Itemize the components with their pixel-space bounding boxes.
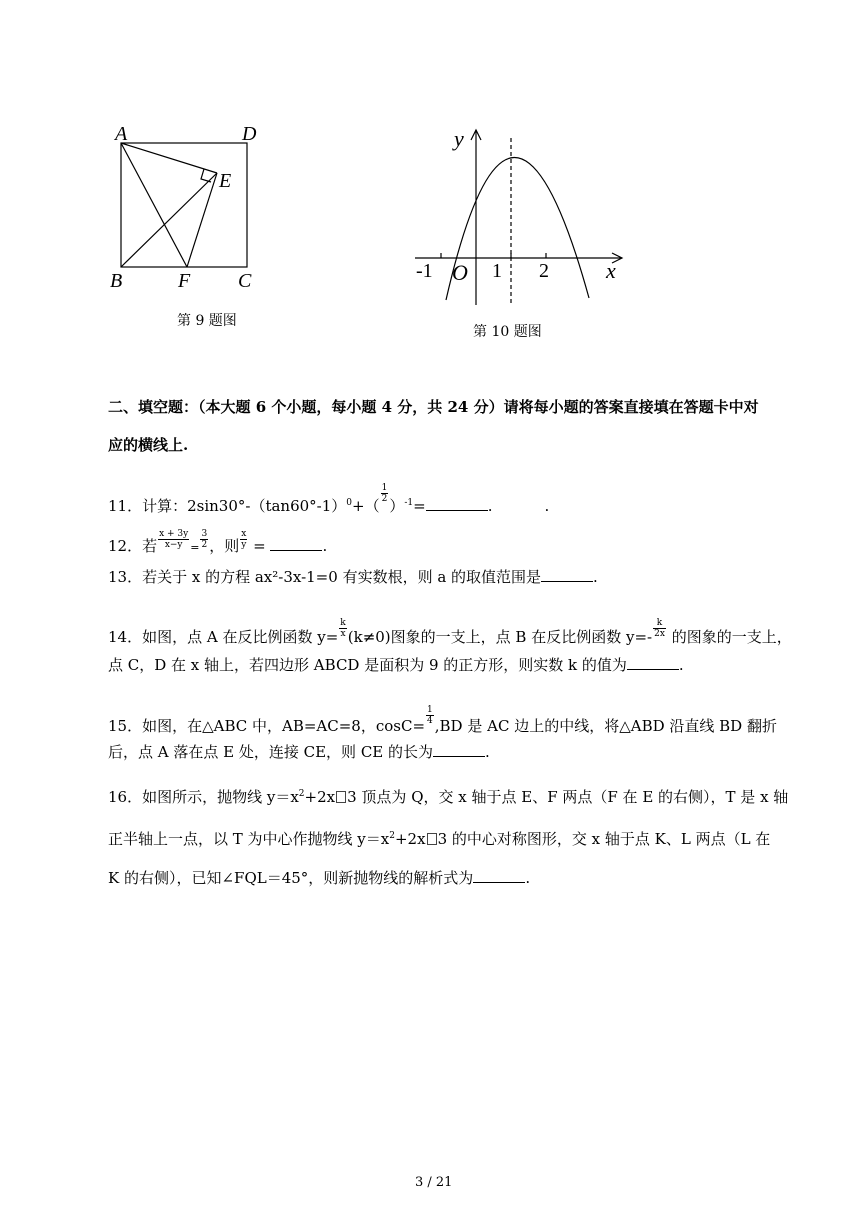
- answer-blank-16[interactable]: [473, 868, 525, 883]
- missing-glyph-box: [336, 791, 346, 803]
- label-1: 1: [492, 260, 502, 282]
- fraction-x-y: $\frac{x}{y}$: [241, 529, 247, 550]
- answer-blank-12[interactable]: [270, 536, 322, 551]
- label-x: x: [606, 258, 616, 283]
- fraction-k-2x: $\frac{k}{2x}$: [654, 618, 665, 639]
- label-2: 2: [539, 260, 549, 282]
- fraction-three-halves: $\frac{3}{2}$: [201, 529, 208, 550]
- question-14: 14．如图，点 A 在反比例函数 y= $\frac{k}{x}$ (k≠0)图象的一支上，点 B 在反比例函数 y=- $\frac{k}{2x}$ 的图象的一支上，: [108, 618, 792, 646]
- section-heading-line2: 应的横线上.: [108, 436, 189, 454]
- question-12: 12．若 $\frac{x + 3y}{x-y}$ = $\frac{3}{2}$ ，则 $\frac{x}{y}$ = .: [108, 529, 328, 555]
- segment-ae: [121, 143, 217, 173]
- label-e: E: [219, 170, 232, 192]
- question-16: 16．如图所示，抛物线 $y=x^2+2x$ 3 顶点为 Q，交 x 轴于点 E、F 两点（F 在 E 的右侧），T 是 x 轴: [108, 788, 789, 806]
- fraction-x3y-xy: $\frac{x + 3y}{x-y}$: [159, 529, 189, 550]
- fraction-one-half: $\frac{1}{2}$: [381, 483, 388, 504]
- fraction-k-x: $\frac{k}{x}$: [340, 618, 346, 639]
- figure-10: [410, 120, 635, 310]
- question-11: 11．计算：$2\sin 30^\circ-(\tan 60^\circ-1)^0+$（ $\frac{1}{2}$ ）$^{-1}$= . .: [108, 483, 550, 515]
- label-f: F: [178, 270, 191, 292]
- segment-af: [121, 143, 187, 267]
- answer-blank-15[interactable]: [433, 742, 485, 757]
- question-15: 15．如图，在△ABC 中，AB=AC=8，cosC= $\frac{1}{4}$ ,BD 是 AC 边上的中线，将△ABD 沿直线 BD 翻折: [108, 705, 777, 735]
- figure-10-caption: 第 10 题图: [473, 324, 542, 340]
- label-minus-1: -1: [416, 260, 433, 282]
- answer-blank-11[interactable]: [426, 496, 488, 511]
- label-y: y: [454, 126, 464, 151]
- label-d: D: [242, 123, 257, 145]
- section-heading: 二、填空题：（本大题 6 个小题，每小题 4 分，共 24 分）请将每小题的答案直接填在答题卡中对: [108, 398, 759, 416]
- figure-9: [100, 115, 270, 300]
- figure-9-caption: 第 9 题图: [177, 313, 237, 329]
- answer-blank-13[interactable]: [541, 567, 593, 582]
- question-16-line3: K 的右侧），已知∠FQL＝45°，则新抛物线的解析式为 .: [108, 869, 531, 887]
- label-b: B: [110, 270, 123, 292]
- label-a: A: [115, 123, 128, 145]
- label-origin: O: [452, 260, 468, 285]
- question-16-line2: 正半轴上一点，以 T 为中心作抛物线 $y=x^2+2x$ 3 的中心对称图形，交 x 轴于点 K、L 两点（L 在: [108, 830, 771, 848]
- question-13: 13．若关于 x 的方程 ax²-3x-1=0 有实数根，则 a 的取值范围是 .: [108, 568, 598, 586]
- question-14-line2: 点 C，D 在 x 轴上，若四边形 ABCD 是面积为 9 的正方形，则实数 k 的值为 .: [108, 656, 684, 674]
- missing-glyph-box: [427, 833, 437, 845]
- question-15-line2: 后，点 A 落在点 E 处，连接 CE，则 CE 的长为 .: [108, 743, 490, 761]
- page-number: 3 / 21: [415, 1175, 453, 1190]
- answer-blank-14[interactable]: [627, 655, 679, 670]
- label-c: C: [238, 270, 252, 292]
- fraction-one-quarter: $\frac{1}{4}$: [427, 705, 433, 726]
